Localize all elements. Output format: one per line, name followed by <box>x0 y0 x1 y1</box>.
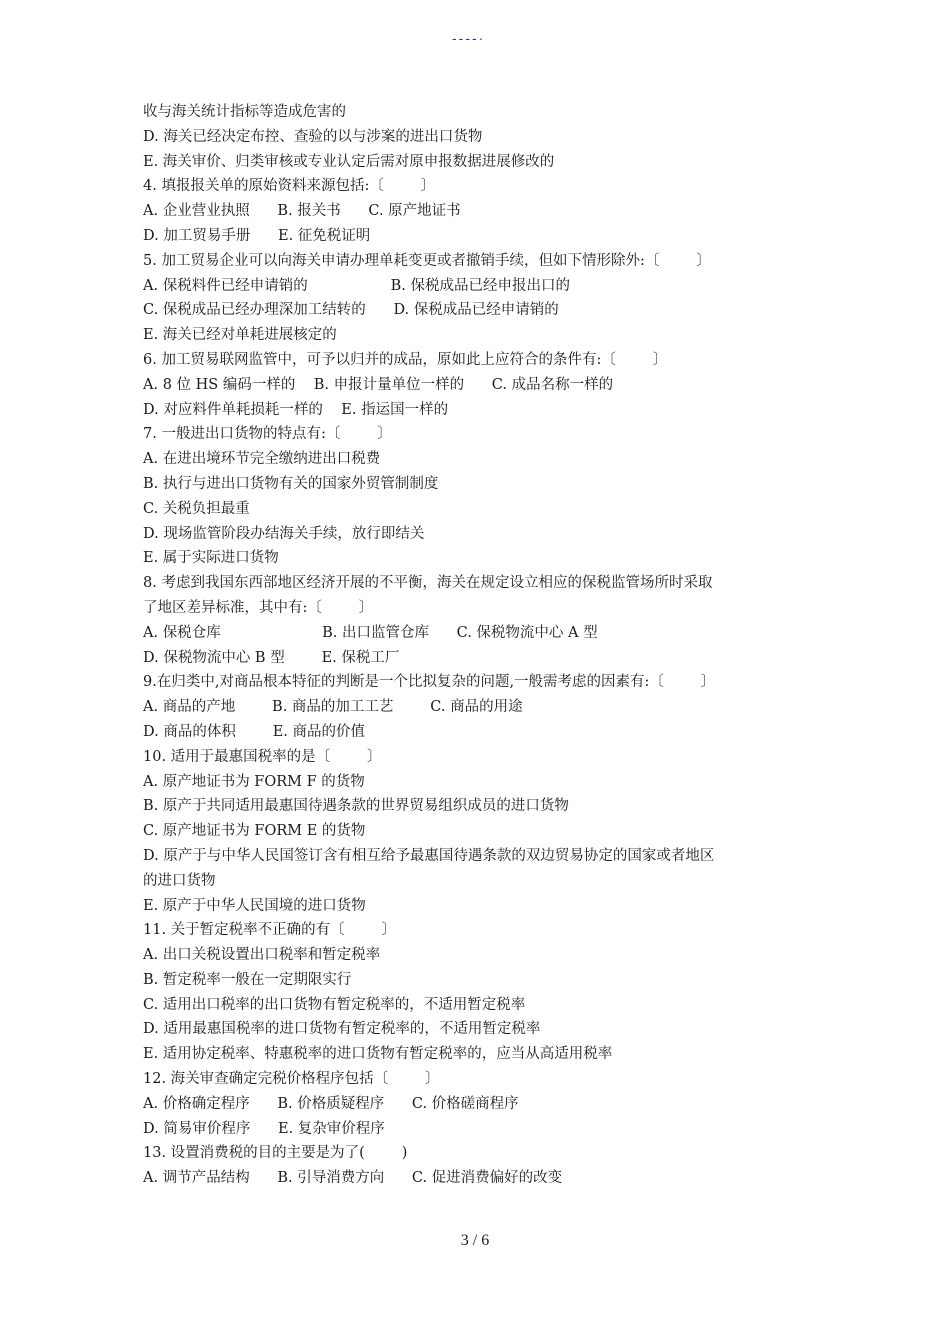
text-line: A. 企业营业执照 B. 报关书 C. 原产地证书 <box>143 203 461 220</box>
text-line: C. 原产地证书为 FORM E 的货物 <box>143 823 366 840</box>
text-line: 10. 适用于最惠国税率的是〔 〕 <box>143 748 382 765</box>
text-line: 6. 加工贸易联网监管中，可予以归并的成品，原如此上应符合的条件有:〔 〕 <box>143 351 668 368</box>
text-line: C. 适用出口税率的出口货物有暂定税率的，不适用暂定税率 <box>143 996 526 1013</box>
text-line: 8. 考虑到我国东西部地区经济开展的不平衡，海关在规定设立相应的保税监管场所时采取 <box>143 575 713 592</box>
text-line: A. 在进出境环节完全缴纳进出口税费 <box>143 451 381 468</box>
text-line: A. 保税料件已经申请销的 B. 保税成品已经申报出口的 <box>143 277 571 294</box>
text-line: E. 海关审价、归类审核或专业认定后需对原申报数据进展修改的 <box>143 153 555 170</box>
text-line: A. 出口关税设置出口税率和暂定税率 <box>143 947 381 964</box>
text-line: D. 加工贸易手册 E. 征免税证明 <box>143 227 371 244</box>
text-line: 4. 填报报关单的原始资料来源包括:〔 〕 <box>143 178 436 195</box>
text-line: D. 保税物流中心 B 型 E. 保税工厂 <box>143 649 400 666</box>
text-line: E. 适用协定税率、特惠税率的进口货物有暂定税率的，应当从高适用税率 <box>143 1046 613 1063</box>
text-line: D. 对应料件单耗损耗一样的 E. 指运国一样的 <box>143 401 449 418</box>
page-number: 3 / 6 <box>460 1232 490 1249</box>
text-line: 11. 关于暂定税率不正确的有〔 〕 <box>143 922 397 939</box>
text-line: 7. 一般进出口货物的特点有:〔 〕 <box>143 426 392 443</box>
text-line: A. 调节产品结构 B. 引导消费方向 C. 促进消费偏好的改变 <box>143 1170 563 1187</box>
text-line: B. 原产于共同适用最惠国待遇条款的世界贸易组织成员的进口货物 <box>143 798 569 815</box>
text-line: D. 适用最惠国税率的进口货物有暂定税率的，不适用暂定税率 <box>143 1021 541 1038</box>
text-line: A. 商品的产地 B. 商品的加工工艺 C. 商品的用途 <box>143 699 523 716</box>
text-line: 了地区差异标准，其中有:〔 〕 <box>143 599 374 616</box>
text-line: D. 商品的体积 E. 商品的价值 <box>143 723 366 740</box>
text-line: B. 执行与进出口货物有关的国家外贸管制制度 <box>143 475 439 492</box>
text-line: E. 属于实际进口货物 <box>143 550 279 567</box>
text-line: A. 8 位 HS 编码一样的 B. 申报计量单位一样的 C. 成品名称一样的 <box>143 376 614 393</box>
text-line: E. 海关已经对单耗进展核定的 <box>143 327 337 344</box>
page-header-mark: ----· <box>452 30 486 46</box>
text-line: 9.在归类中,对商品根本特征的判断是一个比拟复杂的问题,一般需考虑的因素有:〔 〕 <box>143 674 716 691</box>
text-line: 的进口货物 <box>143 872 216 889</box>
text-line: D. 现场监管阶段办结海关手续，放行即结关 <box>143 525 425 542</box>
text-line: C. 关税负担最重 <box>143 500 250 517</box>
text-line: C. 保税成品已经办理深加工结转的 D. 保税成品已经申请销的 <box>143 302 559 319</box>
text-line: D. 原产于与中华人民国签订含有相互给予最惠国待遇条款的双边贸易协定的国家或者地区 <box>143 847 715 864</box>
text-line: 13. 设置消费税的目的主要是为了( ) <box>143 1145 408 1162</box>
text-line: A. 价格确定程序 B. 价格质疑程序 C. 价格磋商程序 <box>143 1095 519 1112</box>
text-line: D. 海关已经决定布控、查验的以与涉案的进出口货物 <box>143 128 483 145</box>
text-line: D. 简易审价程序 E. 复杂审价程序 <box>143 1120 385 1137</box>
text-line: A. 原产地证书为 FORM F 的货物 <box>143 773 365 790</box>
text-line: 5. 加工贸易企业可以向海关申请办理单耗变更或者撤销手续，但如下情形除外:〔 〕 <box>143 252 711 269</box>
document-body <box>143 100 815 1191</box>
text-line: 收与海关统计指标等造成危害的 <box>143 104 346 120</box>
text-line: E. 原产于中华人民国境的进口货物 <box>143 897 366 914</box>
text-line: A. 保税仓库 B. 出口监管仓库 C. 保税物流中心 A 型 <box>143 624 598 641</box>
text-line: B. 暂定税率一般在一定期限实行 <box>143 971 352 988</box>
text-line: 12. 海关审查确定完税价格程序包括〔 〕 <box>143 1071 440 1088</box>
